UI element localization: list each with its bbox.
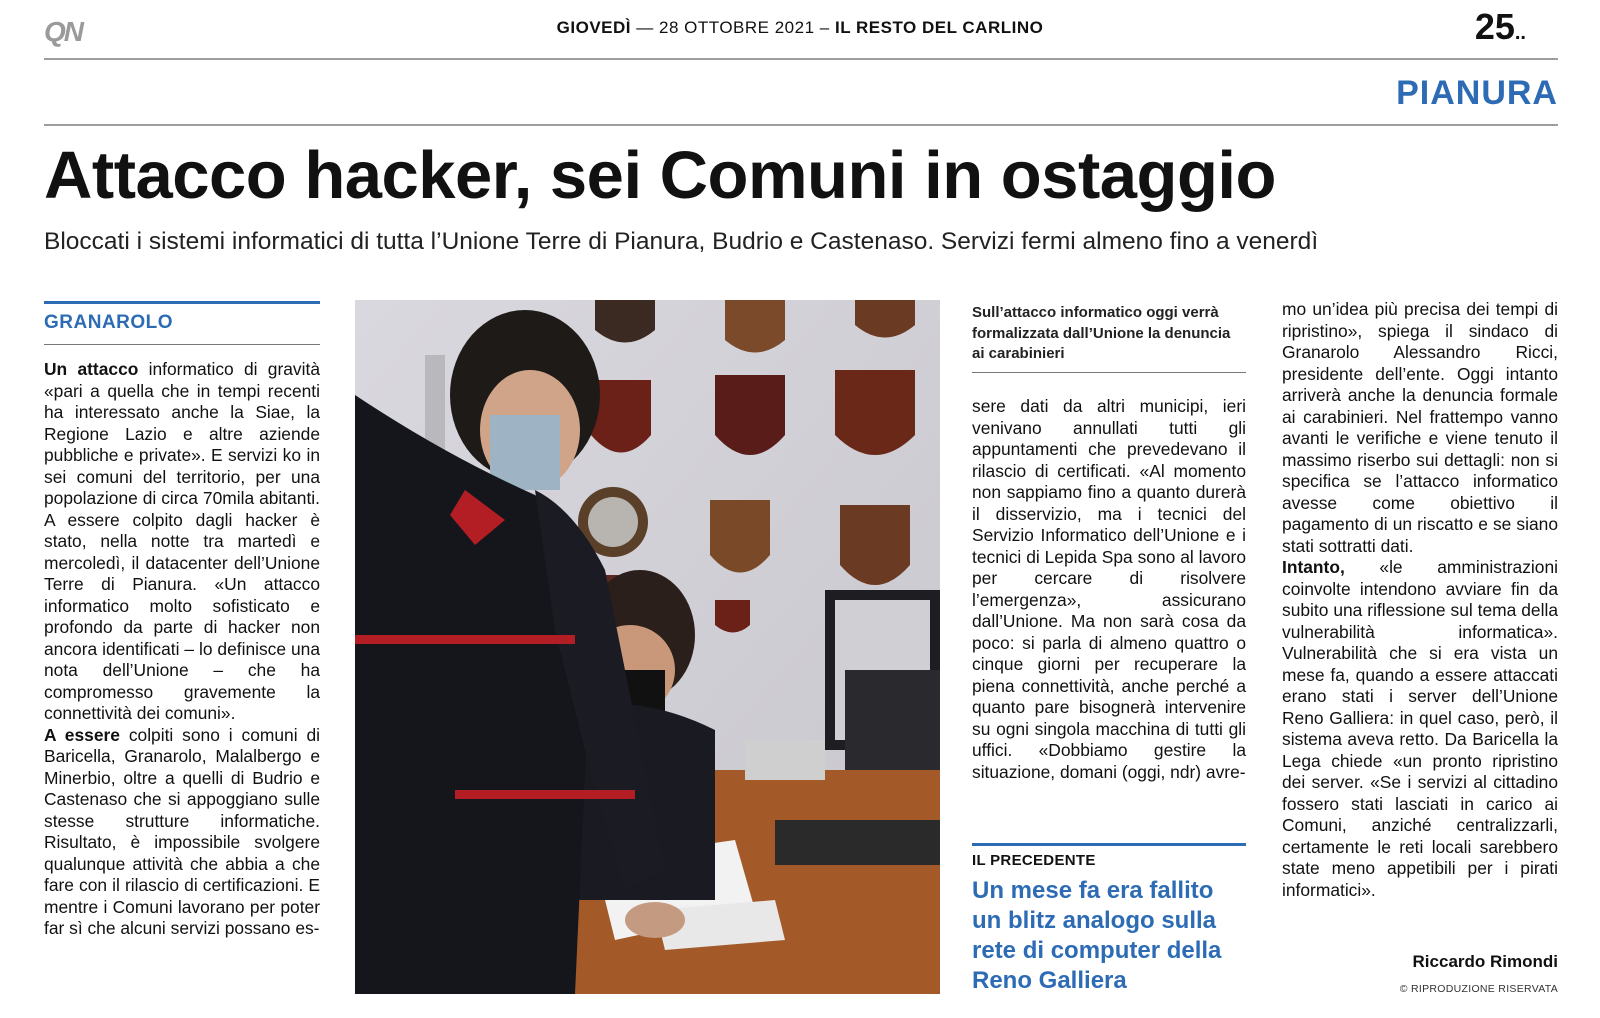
- paragraph: mo un’idea più precisa dei tempi di ripristino», spiega il sindaco di Granarolo Alessandro Ricci, presidente dell’ente. Oggi intanto arriverà anche la denuncia formale ai carabinieri. Nel frattempo vanno avanti le verifiche e viene tenuto il massimo riserbo sui dettagli: non si specifica se l’attacco informatico avesse come obiettivo il pagamento di un riscatto e se siano stati sottratti dati.: [1282, 299, 1558, 556]
- dateline-date: 28 OTTOBRE 2021: [659, 18, 815, 37]
- photo-carabinieri-office: [355, 300, 940, 994]
- section-rule: [44, 124, 1558, 126]
- qn-logo: QN: [44, 16, 82, 47]
- paragraph: Intanto, «le amministrazioni coinvolte intendono avviare fin da subito una riflessione sul tema della vulnerabilità informatica». Vulnerabilità che si era vista un mese fa, quando a essere attaccati erano stati i server dell’Unione Reno Galliera: in quel caso, però, il sistema aveva retto. Da Baricella la Lega chiede «un pronto ripristino dei server. «Se i servizi al cittadino fossero stati lasciati in carico ai Comuni, anziché centralizzarli, certamente le reti locali sarebbero state meno appetibili per i pirati informatici».: [1282, 557, 1558, 900]
- article-photo: [355, 300, 940, 994]
- article-subheadline: Bloccati i sistemi informatici di tutta l’Unione Terre di Pianura, Budrio e Castenaso. Servizi fermi almeno fino a venerdì: [44, 228, 1319, 255]
- byline: Riccardo Rimondi: [1412, 952, 1558, 971]
- header-rule: [44, 58, 1558, 60]
- caption-rule: [972, 372, 1246, 373]
- photo-caption: Sull’attacco informatico oggi verrà formalizzata dall’Unione la denuncia ai carabinieri: [972, 304, 1231, 362]
- kicker-underline: [44, 344, 320, 345]
- paragraph: sere dati da altri municipi, ieri venivano annullati tutti gli appuntamenti che prevedevano il rilascio di certificati. «Al momento non sappiamo fino a quanto durerà il disservizio, ma i tecnici del Servizio Informatico dell’Unione e i tecnici di Lepida Spa sono al lavoro per cercare di risolvere l’emergenza», assicurano dall’Unione. Ma non sarà cosa da poco: si parla di almeno quattro o cinque giorni per recuperare la piena connettività, anche perché a quanto pare bisognerà intervenire su ogni singola macchina di tutti gli uffici. «Dobbiamo gestire la situazione, domani (oggi, ndr) avre-: [972, 396, 1246, 782]
- dateline-day: GIOVEDÌ: [556, 18, 632, 37]
- paragraph: Un attacco informatico di gravità «pari a quella che in tempi recenti ha interessato anche la Siae, la Regione Lazio e altre aziende pubbliche e private». E servizi ko in sei comuni del territorio, per una popolazione di circa 70mila abitanti. A essere colpito dagli hacker è stato, nella notte tra martedì e mercoledì, il datacenter dell’Unione Terre di Pianura. «Un attacco informatico molto sofisticato e profondo da parte di hacker non ancora identificati – lo definisce una nota dell’Unione – che ha compromesso gravemente la connettività dei comuni».: [44, 359, 320, 723]
- kicker-rule: [44, 301, 320, 304]
- article-kicker: GRANAROLO: [44, 312, 174, 333]
- precedente-rule: [972, 843, 1246, 846]
- dateline: GIOVEDÌ — 28 OTTOBRE 2021 – IL RESTO DEL CARLINO: [556, 18, 1044, 37]
- precedente-label: IL PRECEDENTE: [972, 852, 1096, 869]
- column-1: [44, 359, 320, 940]
- precedente-title: Un mese fa era fallito un blitz analogo sulla rete di computer della Reno Galliera: [972, 877, 1222, 994]
- section-title: PIANURA: [1396, 74, 1558, 112]
- copyright-notice: © RIPRODUZIONE RISERVATA: [1399, 983, 1558, 995]
- column-4: [1282, 299, 1558, 901]
- dateline-newspaper: IL RESTO DEL CARLINO: [834, 18, 1044, 37]
- paragraph: A essere colpiti sono i comuni di Baricella, Granarolo, Malalbergo e Minerbio, oltre a quelli di Budrio e Castenaso che si appoggiano sulle stesse strutture informatiche. Risultato, è impossibile svolgere qualunque attività che abbia a che fare con il rilascio di certificazioni. E mentre i Comuni lavorano per poter far sì che alcuni servizi possano es-: [44, 724, 321, 938]
- column-3: [972, 396, 1246, 783]
- page-number: 25..: [1474, 6, 1526, 47]
- article-headline: Attacco hacker, sei Comuni in ostaggio: [44, 138, 1276, 213]
